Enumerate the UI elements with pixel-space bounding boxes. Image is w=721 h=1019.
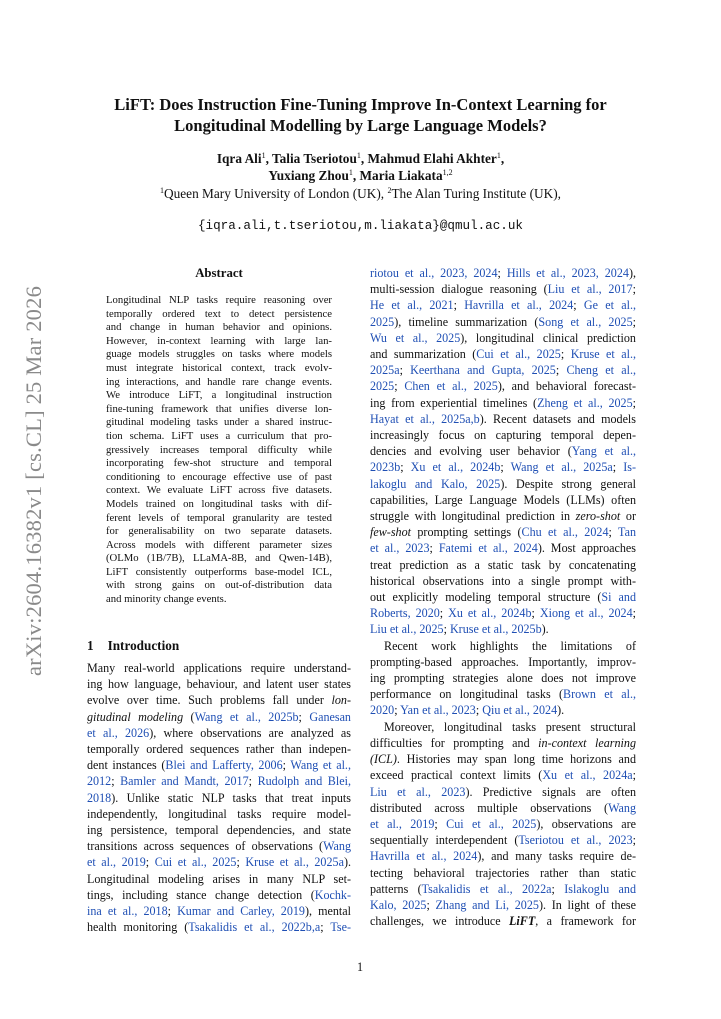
- text-line: riotou et al., 2023, 2024; Hills et al., 2023, 2024),: [370, 266, 637, 280]
- section-title: Introduction: [107, 638, 180, 653]
- citation-link[interactable]: Tan: [618, 525, 636, 540]
- citation-link[interactable]: Cui et al., 2025: [476, 347, 561, 362]
- text-line: performance on longitudinal tasks (Brown et al.,: [370, 687, 636, 702]
- citation-link[interactable]: Havrilla et al., 2024: [464, 298, 574, 313]
- citation-link[interactable]: Ganesan: [309, 709, 351, 724]
- citation-link[interactable]: Ge et al.,: [583, 298, 637, 313]
- text-line: transitions across sequences of observations (Wang: [87, 839, 351, 854]
- text-line: He et al., 2021; Havrilla et al., 2024; Ge et al.,: [370, 298, 637, 313]
- abstract-line: ferent levels of temporal granularity are tested: [106, 511, 332, 524]
- affiliation-mark: 1: [160, 186, 165, 195]
- text-line: distributed across multiple observations (Wang: [370, 800, 636, 815]
- text-line: tings, including stance change detection (Kochk-: [87, 887, 351, 902]
- citation-link[interactable]: Xu et al., 2024b: [448, 606, 532, 621]
- citation-link[interactable]: Chu et al., 2024: [521, 525, 609, 540]
- text-line: ing prompting strategies alone does not improve: [370, 671, 636, 686]
- text-line: Havrilla et al., 2024), and many tasks require de-: [370, 849, 637, 864]
- citation-link[interactable]: Roberts, 2020: [370, 606, 440, 621]
- citation-link[interactable]: et al., 2019: [370, 816, 435, 831]
- abstract-line: tion schema. LiFT uses a curriculum that pro-: [106, 429, 332, 442]
- text-line: prompting-based approaches. Importantly, improv-: [370, 654, 636, 669]
- citation-link[interactable]: Brown et al.,: [563, 687, 636, 702]
- abstract-line: gressively increases temporal difficulty while: [106, 443, 332, 456]
- citation-link[interactable]: Kumar and Carley, 2019: [177, 904, 305, 919]
- section-heading-introduction: [87, 638, 179, 654]
- text-line: tecting behavioral trajectories rather than static: [370, 865, 636, 880]
- citation-link[interactable]: Zheng et al., 2025: [537, 395, 633, 410]
- citation-link[interactable]: Rudolph and Blei,: [257, 774, 351, 789]
- citation-link[interactable]: Wang et al., 2025a: [510, 460, 613, 475]
- abstract-line: gitudinal modeling tasks under a shared instruc-: [106, 416, 332, 429]
- text-line: increasingly focus on capturing temporal depen-: [370, 428, 636, 443]
- text-line: 2012; Bamler and Mandt, 2017; Rudolph and Blei,: [87, 774, 351, 789]
- text-line: lakoglu and Kalo, 2025). Despite strong general: [370, 476, 636, 491]
- text-line: Kalo, 2025; Zhang and Li, 2025). In light of these: [370, 897, 636, 912]
- citation-link[interactable]: Keerthana and Gupta, 2025: [410, 363, 556, 378]
- text-line: 2020; Yan et al., 2023; Qiu et al., 2024).: [370, 703, 565, 718]
- text-line: et al., 2019; Cui et al., 2025), observations are: [370, 816, 636, 831]
- citation-link[interactable]: He et al., 2021: [370, 298, 454, 313]
- citation-link[interactable]: et al., 2026: [87, 725, 150, 740]
- citation-link[interactable]: Si and: [601, 590, 636, 605]
- affiliation-mark: 1: [261, 151, 266, 160]
- abstract-line: However, in-context learning with large lan-: [106, 334, 332, 347]
- abstract-line: LiFT consistently outperforms base-model ICL,: [106, 565, 332, 578]
- text-line: challenges, we introduce LiFT, a framework for: [370, 914, 636, 929]
- affiliation-mark: 2: [387, 186, 392, 195]
- abstract-line: and minority change events.: [106, 593, 227, 606]
- text-line: 2025; Chen et al., 2025), and behavioral forecast-: [370, 379, 637, 394]
- affiliation-1: Queen Mary University of London (UK),: [164, 186, 388, 201]
- affiliation-mark: 1: [348, 168, 353, 177]
- abstract-heading: Abstract: [195, 266, 243, 280]
- citation-link[interactable]: ina et al., 2018: [87, 904, 168, 919]
- text-line: Wu et al., 2025), longitudinal clinical prediction: [370, 330, 636, 345]
- text-line: Roberts, 2020; Xu et al., 2024b; Xiong et al., 2024;: [370, 606, 637, 621]
- citation-link[interactable]: Yang et al.,: [571, 444, 636, 459]
- citation-link[interactable]: Blei and Lafferty, 2006: [165, 758, 283, 773]
- text-line: temporally ordered sequences rather than indepen-: [87, 742, 351, 757]
- citation-link[interactable]: Liu et al., 2025: [370, 622, 444, 637]
- citation-link[interactable]: Xu et al., 2024b: [410, 460, 501, 475]
- citation-link[interactable]: Kruse et al., 2025a: [245, 855, 344, 870]
- text-line: ina et al., 2018; Kumar and Carley, 2019), mental: [87, 904, 351, 919]
- text-line: 2025), timeline summarization (Song et al., 2025;: [370, 314, 636, 329]
- citation-link[interactable]: Hayat et al., 2025a,b: [370, 411, 480, 426]
- citation-link[interactable]: Is-: [623, 460, 636, 475]
- abstract-line: incorporating few-shot structure and temporal: [106, 457, 332, 470]
- text-line: 2023b; Xu et al., 2024b; Wang et al., 2025a; Is-: [370, 460, 636, 475]
- abstract-line: conditioning to encourage effective use of past: [106, 470, 332, 483]
- citation-link[interactable]: Kalo, 2025: [370, 897, 427, 912]
- citation-link[interactable]: 2020: [370, 703, 395, 718]
- text-line: Moreover, longitudinal tasks present structural: [384, 719, 636, 734]
- citation-link[interactable]: Tsakalidis et al., 2022a: [421, 881, 552, 896]
- abstract-line: temporally ordered text to detect persistence: [106, 307, 332, 320]
- affiliation-mark: 1: [356, 151, 361, 160]
- abstract-line: must integrate historical context, track evolv-: [106, 361, 332, 374]
- citation-link[interactable]: Islakoglu and: [564, 881, 637, 896]
- citation-link[interactable]: Hills et al., 2023, 2024: [506, 266, 629, 280]
- paper-title: [80, 94, 641, 136]
- citation-link[interactable]: Wang: [323, 839, 351, 854]
- text-line: treat prediction as a static task by concatenating: [370, 557, 636, 572]
- text-line: Recent work highlights the limitations of: [384, 638, 636, 653]
- title-line-1: LiFT: Does Instruction Fine-Tuning Improve In-Context Learning for: [114, 95, 607, 114]
- author-name: Talia Tseriotou: [271, 151, 357, 166]
- citation-link[interactable]: Tsakalidis et al., 2022b,a: [188, 920, 321, 935]
- citation-link[interactable]: Wu et al., 2025: [370, 330, 461, 345]
- citation-link[interactable]: Song et al., 2025: [538, 314, 633, 329]
- citation-link[interactable]: Tse-: [330, 920, 351, 935]
- citation-link[interactable]: lakoglu and Kalo, 2025: [370, 476, 501, 491]
- abstract-line: guage models struggles on tasks where models: [106, 348, 332, 361]
- citation-link[interactable]: Qiu et al., 2024: [482, 703, 558, 718]
- text-line: Liu et al., 2023). Predictive signals are often: [370, 784, 636, 799]
- text-line: ing how language, behaviour, and latent user states: [87, 677, 351, 692]
- text-line: patterns (Tsakalidis et al., 2022a; Islakoglu and: [370, 881, 637, 896]
- text-line: capabilities, Large Language Models (LLMs) often: [370, 492, 636, 507]
- text-line: Longitudinal modeling arises in many NLP set-: [87, 871, 351, 886]
- text-line: ing persistence, temporal dependencies, and state: [87, 823, 351, 838]
- citation-link[interactable]: 2025: [370, 314, 395, 329]
- text-line: Many real-world applications require understand-: [87, 661, 351, 675]
- citation-link[interactable]: 2023b: [370, 460, 401, 475]
- citation-link[interactable]: Fatemi et al., 2024: [438, 541, 538, 556]
- abstract-line: Models trained on longitudinal tasks with dif-: [106, 497, 332, 510]
- citation-link[interactable]: Wang et al.,: [290, 758, 351, 773]
- abstract-line: for generalisability on two separate datasets.: [106, 525, 332, 538]
- affiliation-mark: 1,2: [442, 168, 453, 177]
- citation-link[interactable]: Cui et al., 2025: [446, 816, 537, 831]
- text-line: 2018). Unlike static NLP tasks that treat inputs: [87, 790, 351, 805]
- citation-link[interactable]: Cheng et al.,: [566, 363, 637, 378]
- text-line: independently, longitudinal tasks require model-: [87, 806, 351, 821]
- intro-left-column: [87, 660, 351, 935]
- text-line: out explicitly modeling temporal structure (Si and: [370, 590, 636, 605]
- citation-link[interactable]: Wang: [608, 800, 636, 815]
- citation-link[interactable]: Xiong et al., 2024: [539, 606, 633, 621]
- author-name: Iqra Ali: [216, 151, 262, 166]
- citation-link[interactable]: et al., 2019: [87, 855, 146, 870]
- citation-link[interactable]: Kochk-: [314, 887, 351, 902]
- abstract-body: [106, 294, 332, 607]
- citation-link[interactable]: riotou et al., 2023, 2024: [370, 266, 498, 280]
- abstract-line: fine-tuning framework that unifies diverse lon-: [106, 402, 332, 415]
- citation-link[interactable]: Tseriotou et al., 2023: [518, 833, 633, 848]
- abstract-line: context. We evaluate LiFT across five datasets.: [106, 484, 332, 497]
- text-line: historical observations into a single prompt with-: [370, 573, 636, 588]
- text-line: evolve over time. Such problems fall under lon-: [87, 693, 351, 708]
- intro-right-column: [370, 265, 636, 929]
- author-list: Iqra Ali$^1$, Talia Tseriotou$^1$, Mahmud Elahi Akhter$^1$, Yuxiang Zhou$^1$, Maria Liakata$^{1,2}$: [216, 151, 505, 183]
- abstract-line: (OLMo (1B/7B), LLaMA-8B, and Qwen-14B),: [106, 552, 332, 565]
- author-name: Yuxiang Zhou: [268, 168, 349, 183]
- citation-link[interactable]: 2025a: [370, 363, 400, 378]
- citation-link[interactable]: 2012: [87, 774, 112, 789]
- affiliation-mark: 1: [496, 151, 501, 160]
- citation-link[interactable]: Wang et al., 2025b: [194, 709, 299, 724]
- citation-link[interactable]: Yan et al., 2023: [400, 703, 476, 718]
- affiliations: [80, 185, 641, 202]
- page-number: 1: [356, 960, 364, 974]
- text-line: et al., 2023; Fatemi et al., 2024). Most approaches: [370, 541, 636, 556]
- author-name: Maria Liakata: [359, 168, 443, 183]
- text-line: Hayat et al., 2025a,b). Recent datasets and models: [370, 411, 637, 426]
- citation-link[interactable]: Zhang and Li, 2025: [435, 897, 539, 912]
- abstract-line: We introduce LiFT, a longitudinal instruction: [106, 389, 332, 402]
- text-line: gitudinal modeling (Wang et al., 2025b; Ganesan: [87, 709, 351, 724]
- text-line: et al., 2019; Cui et al., 2025; Kruse et al., 2025a).: [87, 855, 351, 870]
- text-line: sequentially interdependent (Tseriotou et al., 2023;: [370, 833, 637, 848]
- citation-link[interactable]: Havrilla et al., 2024: [370, 849, 478, 864]
- author-emails: {iqra.ali,t.tseriotou,m.liakata}@qmul.ac.uk: [198, 219, 523, 233]
- citation-link[interactable]: et al., 2023: [370, 541, 430, 556]
- text-line: dent instances (Blei and Lafferty, 2006; Wang et al.,: [87, 758, 351, 773]
- citation-link[interactable]: 2025: [370, 379, 395, 394]
- title-line-2: Longitudinal Modelling by Large Language Models?: [174, 116, 547, 135]
- arxiv-side-stamp: [14, 285, 54, 677]
- text-line: et al., 2026), where observations are analyzed as: [87, 725, 351, 740]
- text-line: ing from experiential timelines (Zheng et al., 2025;: [370, 395, 637, 410]
- text-line: (ICL). Histories may span long time horizons and: [370, 752, 636, 767]
- section-number: 1: [87, 638, 94, 653]
- citation-link[interactable]: Liu et al., 2017: [547, 282, 633, 297]
- affiliation-2: The Alan Turing Institute (UK),: [391, 186, 561, 201]
- text-line: struggle with longitudinal prediction in zero-shot or: [370, 509, 636, 524]
- text-line: difficulties for prompting and in-context learning: [370, 735, 636, 750]
- text-line: and summarization (Cui et al., 2025; Kruse et al.,: [370, 347, 636, 362]
- citation-link[interactable]: Bamler and Mandt, 2017: [120, 774, 249, 789]
- arxiv-identifier: arXiv:2604.16382v1 [cs.CL] 25 Mar 2026: [21, 285, 46, 677]
- citation-link[interactable]: 2018: [87, 790, 112, 805]
- author-name: Mahmud Elahi Akhter: [367, 151, 497, 166]
- citation-link[interactable]: Cui et al., 2025: [154, 855, 237, 870]
- text-line: health monitoring (Tsakalidis et al., 2022b,a; Tse-: [87, 920, 351, 935]
- citation-link[interactable]: Xu et al., 2024a: [542, 768, 633, 783]
- citation-link[interactable]: Kruse et al., 2025b: [449, 622, 542, 637]
- abstract-line: Across models with different parameter sizes: [106, 538, 332, 551]
- text-line: exceed practical context limits (Xu et al., 2024a;: [370, 768, 636, 783]
- text-line: few-shot prompting settings (Chu et al., 2024; Tan: [370, 525, 636, 540]
- abstract-line: with strong gains on out-of-distribution data: [106, 579, 332, 592]
- abstract-line: Longitudinal NLP tasks require reasoning over: [106, 294, 332, 306]
- text-line: Liu et al., 2025; Kruse et al., 2025b).: [370, 622, 549, 637]
- citation-link[interactable]: Liu et al., 2023: [370, 784, 466, 799]
- text-line: 2025a; Keerthana and Gupta, 2025; Cheng et al.,: [370, 363, 637, 378]
- citation-link[interactable]: Kruse et al.,: [570, 347, 636, 362]
- citation-link[interactable]: Chen et al., 2025: [404, 379, 498, 394]
- abstract-line: ing interactions, and handle rare change events.: [106, 375, 332, 388]
- text-line: dencies and evolving user behavior (Yang et al.,: [370, 444, 636, 459]
- abstract-line: and change in human behavior and opinions.: [106, 321, 332, 334]
- text-line: multi-session dialogue reasoning (Liu et al., 2017;: [370, 282, 636, 297]
